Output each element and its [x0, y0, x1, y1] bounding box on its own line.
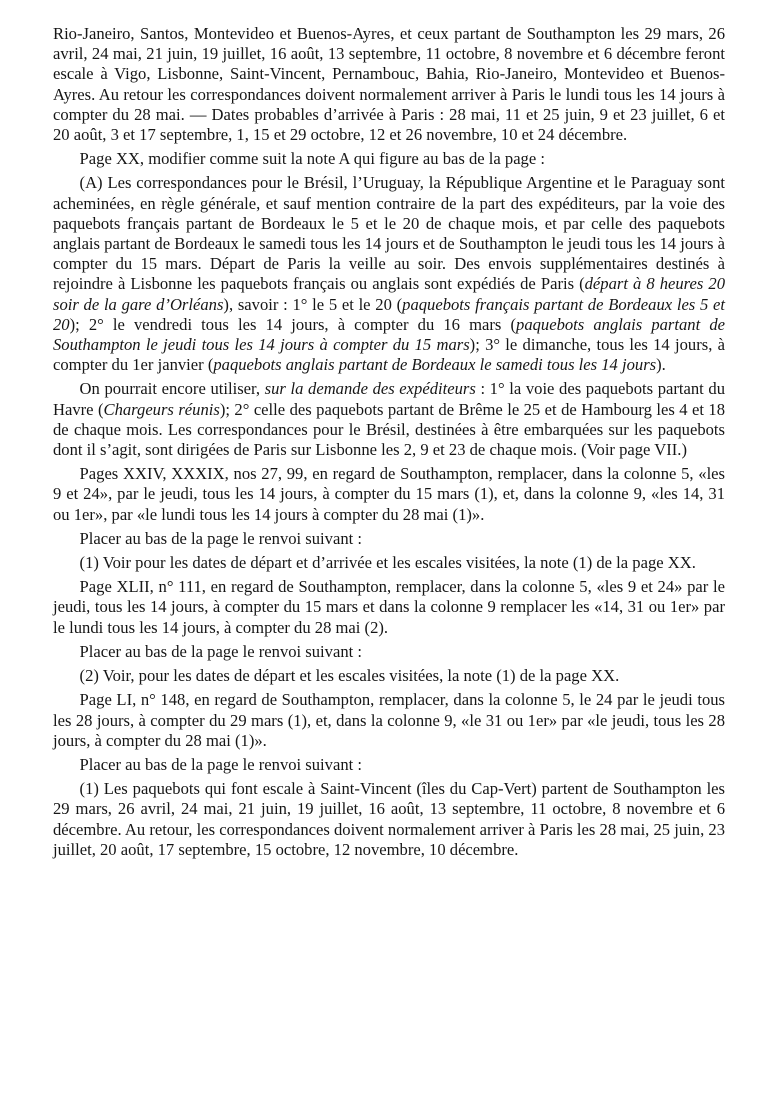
text-run: Pages XXIV, XXXIX, nos 27, 99, en regard de Southampton, remplacer, dans la colonne 5, «les 9 et 24», par le jeudi, tous les 14 jours, à compter du 15 mars (1), et, dans la colonne 9, «les 14, 31 ou 1er», par «le lundi tous les 14 jours à compter du 28 mai (1)».: [53, 464, 725, 524]
italic-run: Chargeurs réunis: [103, 399, 220, 419]
paragraph-9: [53, 642, 725, 662]
text-run: ).: [656, 355, 666, 375]
paragraph-7: [53, 553, 725, 573]
text-run: : 1° la voie des paquebots partant du Havre (: [53, 379, 725, 419]
text-run: Page XLII, n° 111, en regard de Southampton, remplacer, dans la colonne 5, «les 9 et 24» par le jeudi, tous les 14 jours, à compter du 15 mars et dans la colonne 9 remplacer les «14, 31 ou 1er» par le lundi tous les 14 jours, à compter du 28 mai (2).: [53, 577, 725, 637]
paragraph-2: [53, 149, 725, 169]
text-run: Placer au bas de la page le renvoi suivant :: [79, 528, 362, 548]
italic-run: sur la demande des expéditeurs: [264, 379, 476, 399]
italic-run: départ à 8 heures 20 soir de la gare d’Orléans: [53, 274, 725, 314]
text-run: ); 2° le vendredi tous les 14 jours, à compter du 16 mars (: [69, 314, 517, 334]
document-page: [53, 24, 725, 860]
text-run: Placer au bas de la page le renvoi suivant :: [79, 754, 362, 774]
paragraph-6: [53, 529, 725, 549]
paragraph-11: [53, 690, 725, 751]
text-run: ); 3° le dimanche, tous les 14 jours, à compter du 1er janvier (: [53, 335, 725, 375]
text-run: On pourrait encore utiliser,: [79, 379, 265, 399]
text-run: Page XX, modifier comme suit la note A qui figure au bas de la page :: [79, 149, 545, 169]
text-run: Placer au bas de la page le renvoi suivant :: [79, 641, 362, 661]
paragraph-5: [53, 464, 725, 525]
paragraph-12: [53, 755, 725, 775]
paragraph-1: [53, 24, 725, 145]
text-run: Page LI, n° 148, en regard de Southampton, remplacer, dans la colonne 5, le 24 par le jeudi tous les 28 jours, à compter du 29 mars (1), et, dans la colonne 9, «le 31 ou 1er» par «le jeudi, tous les 28 jours, à compter du 28 mai (1)».: [53, 690, 725, 750]
paragraph-8: [53, 577, 725, 638]
paragraph-3: [53, 173, 725, 375]
text-run: (A) Les correspondances pour le Brésil, l’Uruguay, la République Argentine et le Paraguay sont acheminées, en règle générale, et sauf mention contraire de la part des expéditeurs, par la voie des paquebots français partant de Bordeaux le 5 et le 20 de chaque mois, et par celle des paquebots anglais partant de Bordeaux le samedi tous les 14 jours et de Southampton le jeudi tous les 14 jours à compter du 15 mars. Départ de Paris la veille au soir. Des envois supplémentaires destinés à rejoindre à Lisbonne les paquebots français ou anglais sont expédiés de Paris (: [53, 173, 725, 294]
text-run: (2) Voir, pour les dates de départ et les escales visitées, la note (1) de la page XX.: [79, 666, 620, 686]
text-run: (1) Voir pour les dates de départ et d’arrivée et les escales visitées, la note (1) de la page XX.: [79, 553, 696, 573]
italic-run: paquebots anglais partant de Bordeaux le samedi tous les 14 jours: [213, 355, 657, 375]
text-run: Rio-Janeiro, Santos, Montevideo et Buenos-Ayres, et ceux partant de Southampton les 29 mars, 26 avril, 24 mai, 21 juin, 19 juillet, 16 août, 13 septembre, 11 octobre, 8 novembre et 6 décembre feront escale à Vigo, Lisbonne, Saint-Vincent, Pernambouc, Bahia, Rio-Janeiro, Montevideo et Buenos-Ayres. Au retour les correspondances doivent normalement arriver à Paris le lundi tous les 14 jours à compter du 28 mai. — Dates probables d’arrivée à Paris : 28 mai, 11 et 25 juin, 9 et 23 juillet, 6 et 20 août, 3 et 17 septembre, 1, 15 et 29 octobre, 12 et 26 novembre, 10 et 24 décembre.: [53, 24, 725, 145]
paragraph-4: [53, 379, 725, 460]
paragraph-13: [53, 779, 725, 860]
italic-run: paquebots français partant de Bordeaux les 5 et 20: [53, 294, 726, 334]
text-run: ); 2° celle des paquebots partant de Brême le 25 et de Hambourg les 4 et 18 de chaque mois. Les correspondances pour le Brésil, destinées à être embarquées sur les paquebots dont il s’agit, sont dirigées de Paris sur Lisbonne les 2, 9 et 23 de chaque mois. (Voir page VII.): [53, 399, 725, 460]
text-run: (1) Les paquebots qui font escale à Saint-Vincent (îles du Cap-Vert) partent de Southampton les 29 mars, 26 avril, 24 mai, 21 juin, 19 juillet, 16 août, 13 septembre, 11 octobre, 8 novembre et 6 décembre. Au retour, les correspondances doivent normalement arriver à Paris les 28 mai, 25 juin, 23 juillet, 20 août, 17 septembre, 15 octobre, 12 novembre, 10 décembre.: [53, 779, 725, 859]
italic-run: paquebots anglais partant de Southampton le jeudi tous les 14 jours à compter du 15 mars: [53, 314, 725, 355]
text-run: ), savoir : 1° le 5 et le 20 (: [223, 294, 403, 314]
paragraph-10: [53, 666, 725, 686]
